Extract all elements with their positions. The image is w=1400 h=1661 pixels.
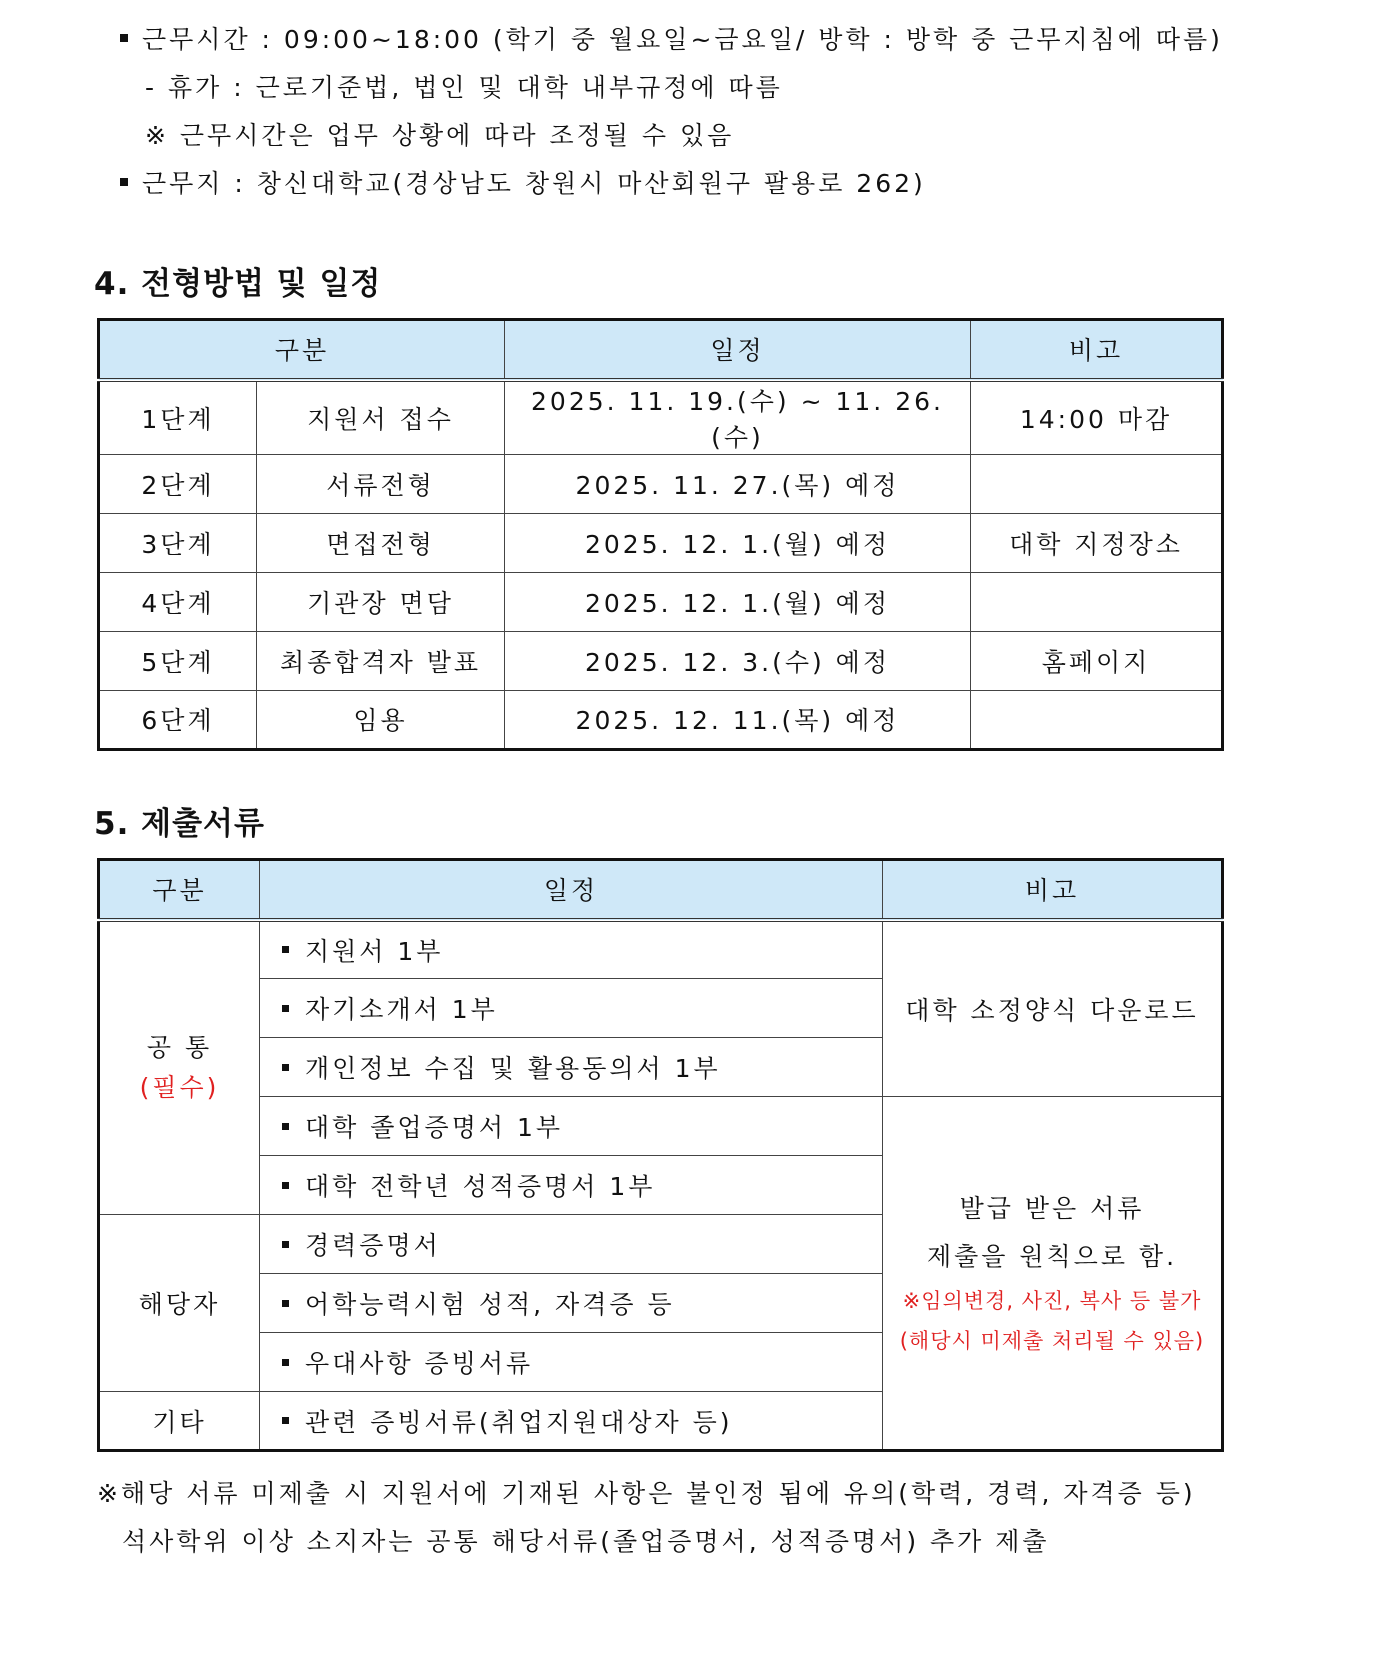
group-common-cell	[99, 920, 260, 1215]
note-cell	[971, 690, 1223, 749]
group-other-cell: 기타	[99, 1392, 260, 1451]
date-cell: 2025. 12. 1.(월) 예정	[505, 513, 971, 572]
leave-line: - 휴가 : 근로기준법, 법인 및 대학 내부규정에 따름	[145, 73, 783, 102]
note-cell	[971, 572, 1223, 631]
table-row	[99, 513, 1223, 572]
stage-cell: 5단계	[99, 631, 257, 690]
table-row	[99, 690, 1223, 749]
note-issued-line2: 제출을 원칙으로 함.	[926, 1242, 1178, 1271]
note-cell: 대학 지정장소	[971, 513, 1223, 572]
work-hours-line: 근무시간 : 09:00~18:00 (학기 중 월요일~금요일/ 방학 : 방학 중 근무지침에 따름)	[120, 20, 1223, 56]
date-cell: 2025. 12. 11.(목) 예정	[505, 690, 971, 749]
group-common-sub: (필수)	[139, 1072, 220, 1102]
bullet-icon	[282, 946, 289, 953]
table-row	[99, 380, 1223, 455]
bullet-icon	[282, 1300, 289, 1307]
note-red-line1: ※임의변경, 사진, 복사 등 불가	[902, 1289, 1202, 1313]
bullet-icon	[282, 1241, 289, 1248]
doc-cell: 대학 졸업증명서 1부	[260, 1097, 883, 1156]
stage-cell: 3단계	[99, 513, 257, 572]
table-row	[99, 572, 1223, 631]
doc-cell: 우대사항 증빙서류	[260, 1333, 883, 1392]
group-common-label: 공 통	[146, 1032, 213, 1062]
schedule-header-date: 일정	[505, 320, 971, 380]
workplace-line: 근무지 : 창신대학교(경상남도 창원시 마산회원구 팔용로 262)	[120, 164, 926, 200]
doc-cell: 어학능력시험 성적, 자격증 등	[260, 1274, 883, 1333]
bullet-icon	[282, 1417, 289, 1424]
documents-table	[97, 858, 1224, 1452]
stage-cell: 4단계	[99, 572, 257, 631]
item-cell: 최종합격자 발표	[257, 631, 505, 690]
table-row	[99, 454, 1223, 513]
note-cell	[971, 454, 1223, 513]
date-cell: 2025. 11. 19.(수) ~ 11. 26.(수)	[505, 380, 971, 455]
schedule-header-category: 구분	[99, 320, 505, 380]
note-issued-line1: 발급 받은 서류	[959, 1194, 1145, 1223]
item-cell: 기관장 면담	[257, 572, 505, 631]
doc-cell: 경력증명서	[260, 1215, 883, 1274]
doc-cell: 개인정보 수집 및 활용동의서 1부	[260, 1038, 883, 1097]
note-issued-cell	[883, 1097, 1223, 1451]
date-cell: 2025. 12. 3.(수) 예정	[505, 631, 971, 690]
bullet-icon	[120, 178, 128, 186]
section4-title: 4. 전형방법 및 일정	[94, 266, 382, 302]
table-row	[99, 1097, 1223, 1156]
hours-note-line: ※ 근무시간은 업무 상황에 따라 조정될 수 있음	[145, 121, 735, 150]
schedule-table	[97, 318, 1224, 751]
note-red-line2: (해당시 미제출 처리될 수 있음)	[899, 1329, 1205, 1353]
item-cell: 서류전형	[257, 454, 505, 513]
date-cell: 2025. 11. 27.(목) 예정	[505, 454, 971, 513]
schedule-header-note: 비고	[971, 320, 1223, 380]
item-cell: 임용	[257, 690, 505, 749]
note-cell: 홈페이지	[971, 631, 1223, 690]
note-download-cell: 대학 소정양식 다운로드	[883, 920, 1223, 1097]
date-cell: 2025. 12. 1.(월) 예정	[505, 572, 971, 631]
stage-cell: 2단계	[99, 454, 257, 513]
doc-cell: 지원서 1부	[260, 920, 883, 979]
table-row	[99, 920, 1223, 979]
item-cell: 지원서 접수	[257, 380, 505, 455]
bullet-icon	[282, 1064, 289, 1071]
doc-cell: 관련 증빙서류(취업지원대상자 등)	[260, 1392, 883, 1451]
docs-header-note: 비고	[883, 860, 1223, 920]
group-applicable-cell: 해당자	[99, 1215, 260, 1392]
docs-header-date: 일정	[260, 860, 883, 920]
stage-cell: 1단계	[99, 380, 257, 455]
stage-cell: 6단계	[99, 690, 257, 749]
docs-header-category: 구분	[99, 860, 260, 920]
footer-note-line1: ※해당 서류 미제출 시 지원서에 기재된 사항은 불인정 됨에 유의(학력, 경력, 자격증 등)	[97, 1479, 1196, 1508]
bullet-icon	[120, 34, 128, 42]
bullet-icon	[282, 1005, 289, 1012]
item-cell: 면접전형	[257, 513, 505, 572]
footer-note-line2: 석사학위 이상 소지자는 공통 해당서류(졸업증명서, 성적증명서) 추가 제출	[122, 1527, 1050, 1556]
note-cell: 14:00 마감	[971, 380, 1223, 455]
bullet-icon	[282, 1182, 289, 1189]
doc-cell: 대학 전학년 성적증명서 1부	[260, 1156, 883, 1215]
table-row	[99, 631, 1223, 690]
bullet-icon	[282, 1123, 289, 1130]
section5-title: 5. 제출서류	[94, 806, 265, 842]
bullet-icon	[282, 1359, 289, 1366]
doc-cell: 자기소개서 1부	[260, 979, 883, 1038]
